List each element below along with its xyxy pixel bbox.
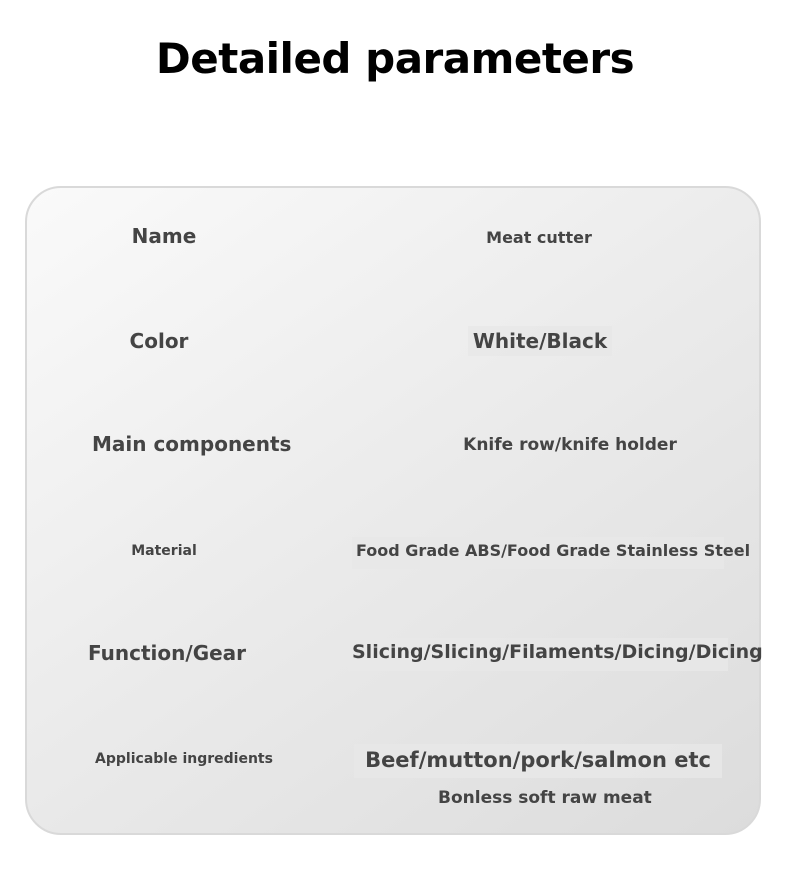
param-value-color: White/Black [468,326,612,356]
param-label-color: Color [129,329,189,353]
param-value-applicable-ingredients-line2: Bonless soft raw meat [438,788,652,808]
param-label-function-gear: Function/Gear [88,641,247,665]
param-label-applicable-ingredients: Applicable ingredients [95,751,273,767]
param-label-name: Name [131,224,197,248]
parameters-card [25,186,761,835]
param-value-material: Food Grade ABS/Food Grade Stainless Steel [352,537,724,569]
param-value-applicable-ingredients: Beef/mutton/pork/salmon etc [354,744,722,778]
param-value-main-components: Knife row/knife holder [463,435,677,455]
param-label-material: Material [131,543,197,559]
param-value-name: Meat cutter [486,228,592,247]
param-value-function-gear: Slicing/Slicing/Filaments/Dicing/Dicing [348,638,728,671]
page-title: Detailed parameters [155,34,635,83]
param-label-main-components: Main components [92,432,292,456]
